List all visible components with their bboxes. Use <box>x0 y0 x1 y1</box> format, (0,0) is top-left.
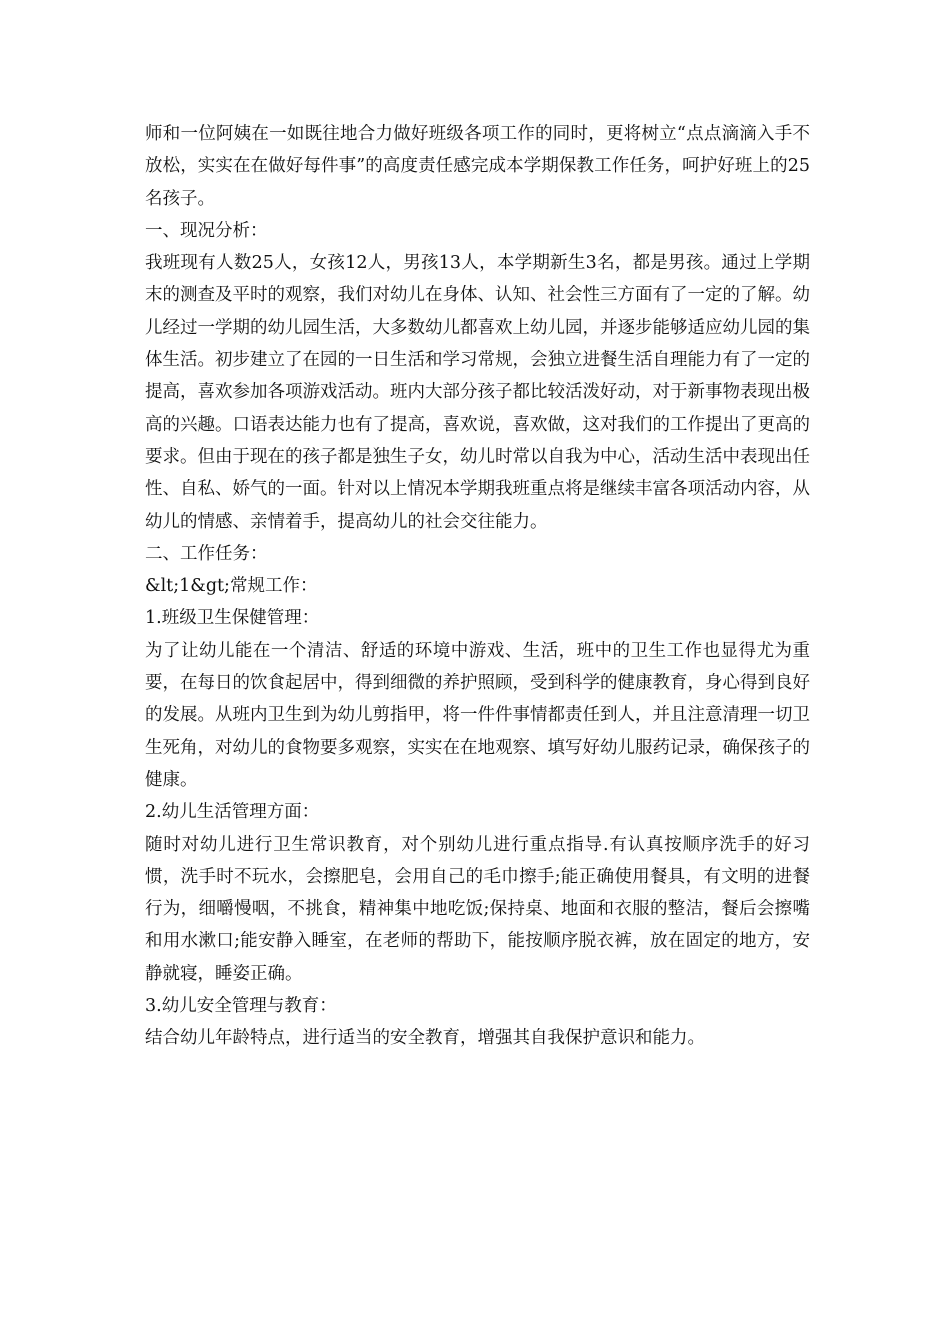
heading-situation-analysis: 一、现况分析： <box>145 220 268 241</box>
heading-work-tasks: 二、工作任务： <box>145 543 268 564</box>
paragraph-situation-analysis: 我班现有人数25人，女孩12人，男孩13人，本学期新生3名，都是男孩。通过上学期末的测查及平时的观察，我们对幼儿在身体、认知、社会性三方面有了一定的了解。幼儿经过一学期的幼儿园生活，大多数幼儿都喜欢上幼儿园，并逐步能够适应幼儿园的集体生活。初步建立了在园的一日生活和学习常规，会独立进餐生活自理能力有了一定的提高，喜欢参加各项游戏活动。班内大部分孩子都比较活泼好动，对于新事物表现出极高的兴趣。口语表达能力也有了提高，喜欢说，喜欢做，这对我们的工作提出了更高的要求。但由于现在的孩子都是独生子女，幼儿时常以自我为中心，活动生活中表现出任性、自私、娇气的一面。针对以上情况本学期我班重点将是继续丰富各项活动内容，从幼儿的情感、亲情着手，提高幼儿的社会交往能力。 <box>145 253 810 532</box>
heading-routine-work: &lt;1&gt;常规工作： <box>145 576 318 597</box>
document-body <box>145 118 810 1055</box>
heading-hygiene-management: 1.班级卫生保健管理： <box>145 608 320 629</box>
paragraph-intro: 师和一位阿姨在一如既往地合力做好班级各项工作的同时，更将树立“点点滴滴入手不放松，实实在在做好每件事”的高度责任感完成本学期保教工作任务，呵护好班上的25名孩子。 <box>145 124 810 209</box>
heading-life-management: 2.幼儿生活管理方面： <box>145 802 320 823</box>
heading-safety-management: 3.幼儿安全管理与教育： <box>145 996 337 1017</box>
paragraph-hygiene-management: 为了让幼儿能在一个清洁、舒适的环境中游戏、生活，班中的卫生工作也显得尤为重要，在每日的饮食起居中，得到细微的养护照顾，受到科学的健康教育，身心得到良好的发展。从班内卫生到为幼儿剪指甲，将一件件事情都责任到人，并且注意清理一切卫生死角，对幼儿的食物要多观察，实实在在地观察、填写好幼儿服药记录，确保孩子的健康。 <box>145 640 810 790</box>
paragraph-life-management: 随时对幼儿进行卫生常识教育，对个别幼儿进行重点指导.有认真按顺序洗手的好习惯，洗手时不玩水，会擦肥皂，会用自己的毛巾擦手;能正确使用餐具，有文明的进餐行为，细嚼慢咽，不挑食，精神集中地吃饭;保持桌、地面和衣服的整洁，餐后会擦嘴和用水漱口;能安静入睡室，在老师的帮助下，能按顺序脱衣裤，放在固定的地方，安静就寝，睡姿正确。 <box>145 834 810 984</box>
paragraph-safety-management: 结合幼儿年龄特点，进行适当的安全教育，增强其自我保护意识和能力。 <box>145 1028 705 1049</box>
